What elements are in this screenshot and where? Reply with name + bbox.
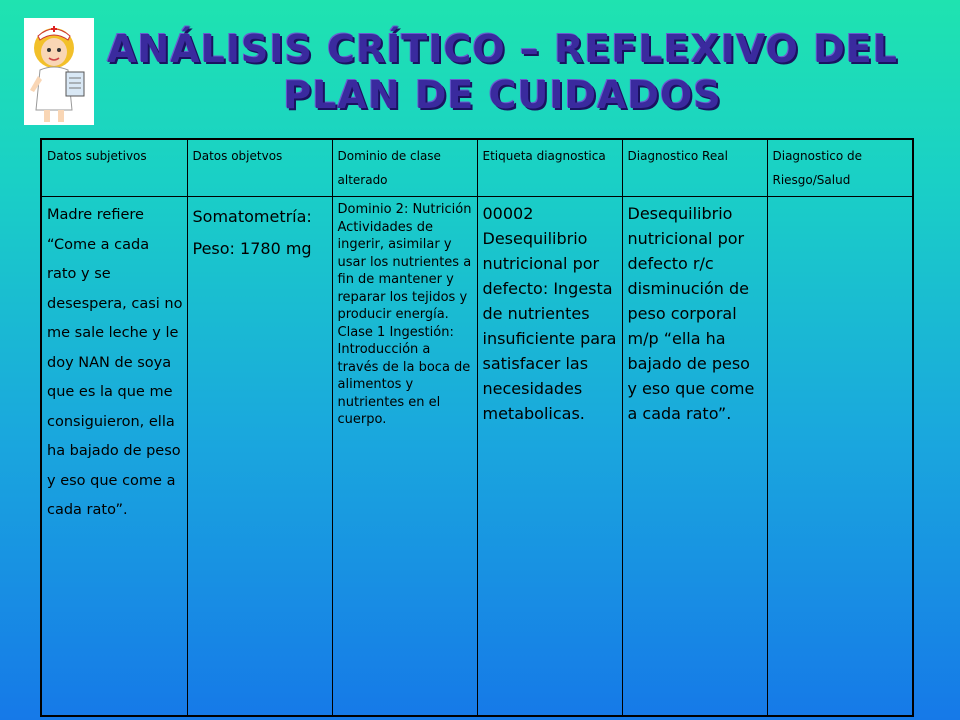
cell-diagnostico-riesgo — [767, 197, 913, 717]
cell-dominio-clase — [332, 197, 477, 717]
cell-text: 00002 Desequilibrio nutricional por defecto: Ingesta de nutrientes insuficiente para satisfacer las necesidades metabolicas. — [482, 204, 617, 423]
cell-etiqueta-diagnostica — [477, 197, 622, 717]
header-datos-subjetivos: Datos subjetivos — [41, 139, 187, 197]
nurse-clipart — [24, 18, 94, 125]
cell-text: Dominio 2: Nutrición Actividades de ingerir, asimilar y usar los nutrientes a fin de mantener y reparar los tejidos y producir energía. Clase 1 Ingestión: Introducción a través de la boca de alimentos y nutrientes en el cuerpo. — [337, 202, 472, 427]
header-etiqueta-diagnostica: Etiqueta diagnostica — [477, 139, 622, 197]
cell-datos-objetivos — [187, 197, 332, 717]
cell-text: Desequilibrio nutricional por defecto r/c disminución de peso corporal m/p “ella ha bajado de peso y eso que come a cada rato”. — [627, 204, 755, 423]
nurse-clipart-icon — [24, 18, 94, 125]
table-row — [41, 197, 913, 717]
header-datos-objetivos: Datos objetvos — [187, 139, 332, 197]
header-diagnostico-riesgo: Diagnostico de Riesgo/Salud — [767, 139, 913, 197]
cell-datos-subjetivos — [41, 197, 187, 717]
cell-text: Somatometría: Peso: 1780 mg — [192, 207, 312, 258]
cell-diagnostico-real — [622, 197, 767, 717]
cell-text: Madre refiere “Come a cada rato y se desespera, casi no me sale leche y le doy NAN de soya que es la que me consiguieron, ella ha bajado de peso y eso que come a cada rato”. — [47, 207, 183, 518]
care-plan-table — [40, 138, 914, 717]
table-header-row — [41, 139, 913, 197]
header-diagnostico-real: Diagnostico Real — [622, 139, 767, 197]
page-title: ANÁLISIS CRÍTICO – REFLEXIVO DEL PLAN DE CUIDADOS — [107, 27, 898, 117]
header-dominio-clase: Dominio de clase alterado — [332, 139, 477, 197]
